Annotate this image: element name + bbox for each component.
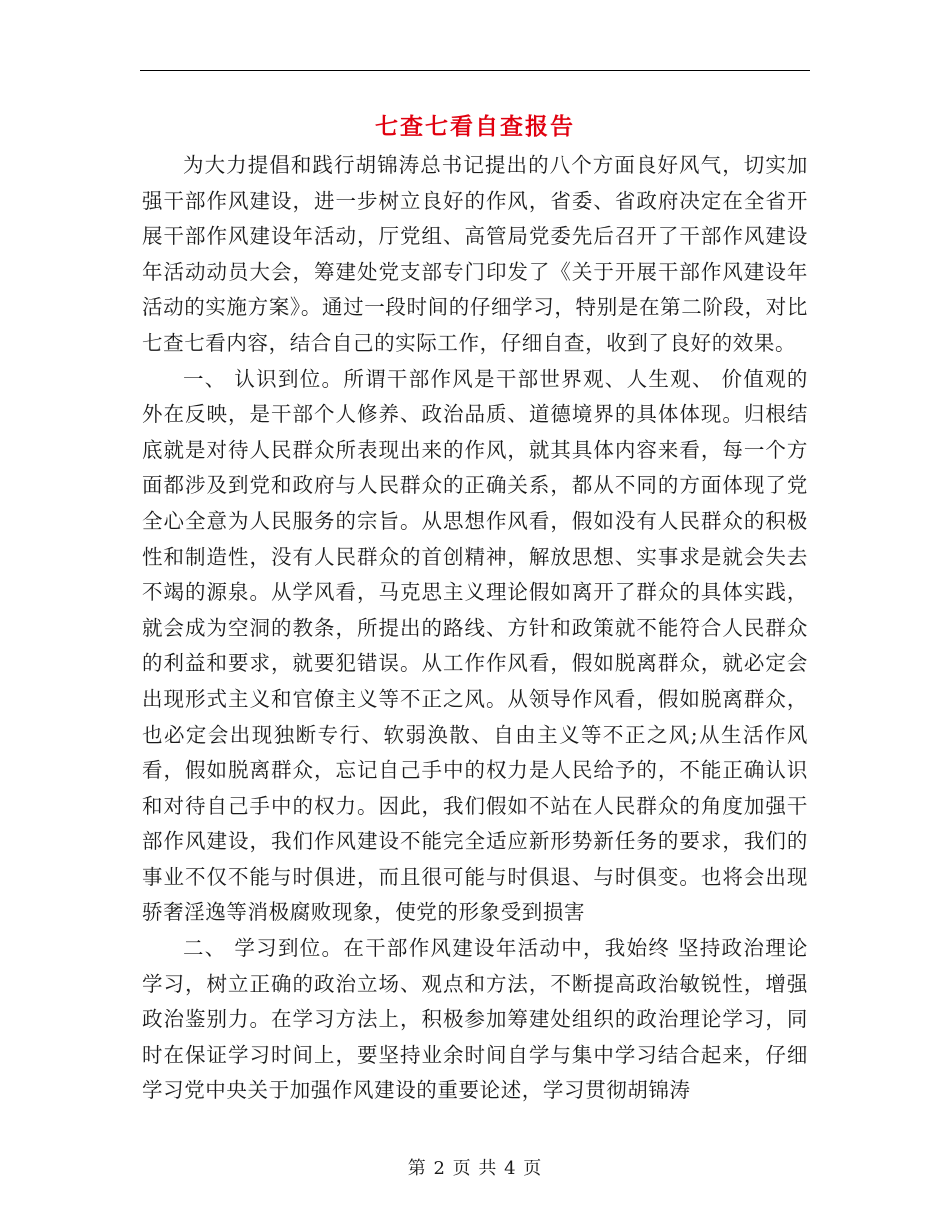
section-2-paragraph: 二、 学习到位。在干部作风建设年活动中，我始终 坚持政治理论学习，树立正确的政治立场、观点和方法，不断提高政治敏锐性，增强政治鉴别力。在学习方法上，积极参加筹建处组织的政治理论学习，同时在保证学习时间上，要坚持业余时间自学与集中学习结合起来，仔细学习党中央关于加强作风建设的重要论述，学习贯彻胡锦涛 [142,936,808,1103]
section-1-paragraph: 一、 认识到位。所谓干部作风是干部世界观、人生观、 价值观的外在反映，是干部个人修养、政治品质、道德境界的具体体现。归根结底就是对待人民群众所表现出来的作风，就其具体内容来看，每一个方面都涉及到党和政府与人民群众的正确关系，都从不同的方面体现了党全心全意为人民服务的宗旨。从思想作风看，假如没有人民群众的积极性和制造性，没有人民群众的首创精神，解放思想、实事求是就会失去不竭的源泉。从学风看，马克思主义理论假如离开了群众的具体实践，就会成为空洞的教条，所提出的路线、方针和政策就不能符合人民群众的利益和要求，就要犯错误。从工作作风看，假如脱离群众，就必定会出现形式主义和官僚主义等不正之风。从领导作风看，假如脱离群众，也必定会出现独断专行、软弱涣散、自由主义等不正之风;从生活作风看，假如脱离群众，忘记自己手中的权力是人民给予的，不能正确认识和对待自己手中的权力。因此，我们假如不站在人民群众的角度加强干部作风建设，我们作风建设不能完全适应新形势新任务的要求，我们的事业不仅不能与时俱进，而且很可能与时俱退、与时俱变。也将会出现骄奢淫逸等消极腐败现象，使党的形象受到损害 [142,366,808,925]
page-footer [0,1154,950,1180]
intro-paragraph: 为大力提倡和践行胡锦涛总书记提出的八个方面良好风气，切实加强干部作风建设，进一步树立良好的作风，省委、省政府决定在全省开展干部作风建设年活动，厅党组、高管局党委先后召开了干部作风建设年活动动员大会，筹建处党支部专门印发了《关于开展干部作风建设年活动的实施方案》。通过一段时间的仔细学习，特别是在第二阶段，对比七查七看内容，结合自己的实际工作，仔细自查，收到了良好的效果。 [142,153,808,355]
header-rule [140,70,810,71]
page-number-label: 第 2 页 共 4 页 [407,1158,543,1179]
document-body [142,148,808,1109]
document-title: 七查七看自查报告 [375,113,575,140]
